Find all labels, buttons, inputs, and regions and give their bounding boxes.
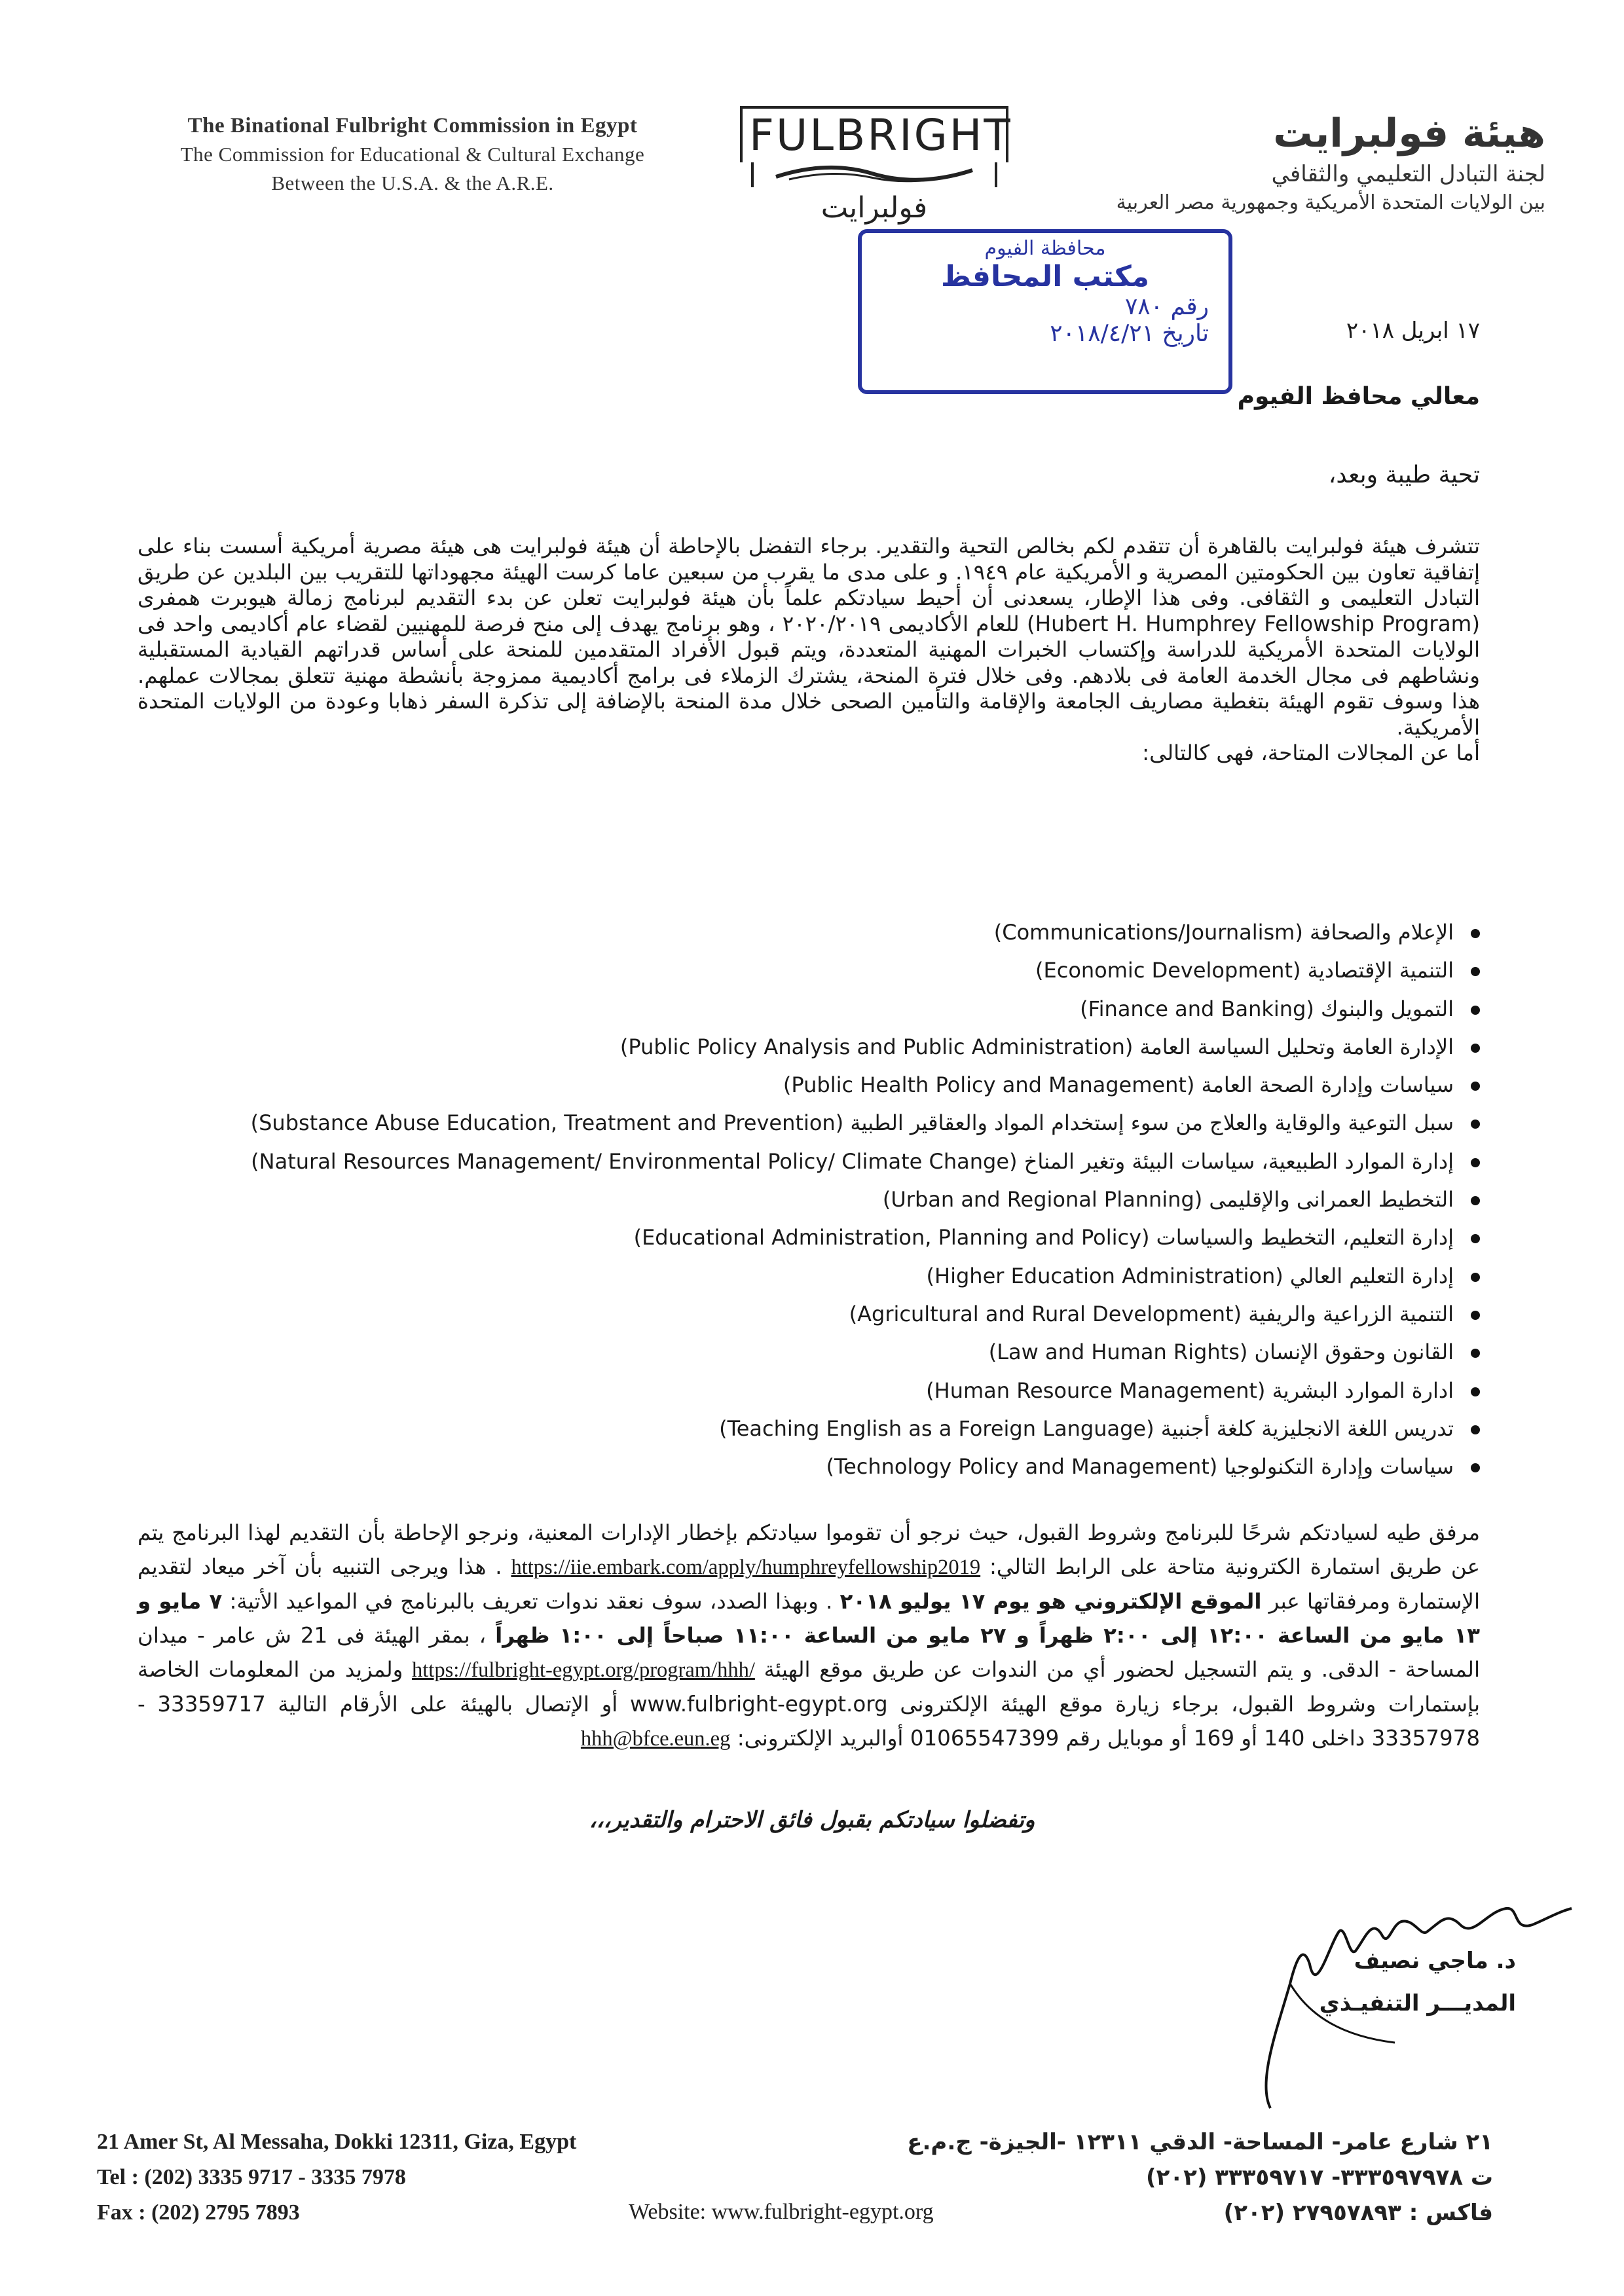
header-arabic [1022,108,1545,217]
field-label: إدارة التعليم، التخطيط والسياسات (Educational Administration, Planning and Policy) [633,1225,1454,1250]
bullet-icon [1471,929,1480,938]
footer-fax-en: Fax : (202) 2795 7893 [97,2200,300,2225]
commission-between-ar: بين الولايات المتحدة الأمريكية وجمهورية مصر العربية [1116,191,1545,214]
bullet-icon [1471,1044,1480,1053]
list-item [203,1218,1480,1256]
fields-intro: أما عن المجالات المتاحة، فهى كالتالى: [1142,740,1480,765]
letter-greeting: تحية طيبة وبعد، [1328,462,1480,488]
contact-email-link[interactable]: hhh@bfce.eun.eg [580,1727,731,1751]
list-item [203,1180,1480,1218]
deadline-text: الموقع الإلكتروني هو يوم ١٧ يوليو ٢٠١٨ [840,1589,1262,1614]
signer-title: المديـــر التنفيـذي [1319,1990,1516,2016]
details-text-d: ، بمقر الهيئة فى 21 ش عامر - ميدان المساحة - الدقى. و يتم التسجيل لحضور أي من الندوات عن طريق موقع الهيئة [138,1623,1480,1682]
field-label: سبل التوعية والوقاية والعلاج من سوء إستخدام المواد والعقاقير الطبية (Substance Abuse Education, Treatment and Prevention) [250,1110,1454,1136]
details-paragraph [138,1516,1480,1756]
field-label: سياسات وإدارة التكنولوجيا (Technology Policy and Management) [826,1454,1454,1480]
stamp-number: ٧٨٠ [1124,293,1163,320]
footer-tel-ar: ت ٣٣٣٥٩٧٩٧٨- ٣٣٣٥٩٧١٧ (٢٠٢) [1146,2164,1493,2191]
letter-date: ١٧ ابريل ٢٠١٨ [1346,318,1480,344]
stamp-date: ٢٠١٨/٤/٢١ [1050,320,1154,347]
stamp-number-row [862,293,1228,320]
stamp-date-label: تاريخ [1162,320,1209,347]
field-label: تدريس اللغة الانجليزية كلغة أجنبية (Teaching English as a Foreign Language) [719,1415,1454,1441]
field-label: التمويل والبنوك (Finance and Banking) [1080,996,1454,1021]
bullet-icon [1471,1349,1480,1358]
list-item [203,1066,1480,1104]
bullet-icon [1471,1463,1480,1472]
field-label: إدارة التعليم العالي (Higher Education Administration) [926,1263,1454,1288]
letter-addressee: معالي محافظ الفيوم [1237,383,1480,410]
list-item [203,1448,1480,1485]
intro-text: تتشرف هيئة فولبرايت بالقاهرة أن تتقدم لكم بخالص التحية والتقدير. برجاء التفضل بالإحاطة أن هيئة فولبرايت هى هيئة مصرية أمريكية أسست بناء على إتفاقية تعاون بين الحكومتين المصرية و الأمريكية عام ١٩٤٩. و على مدى ما يقرب من سبعين عاما كرست الهيئة مجهوداتها للتقريب بين البلدين عن طريق التبادل التعليمى و الثقافى. وفى هذا الإطار، يسعدنى أن أحيط سيادتكم علماً بأن هيئة فولبرايت تعلن عن بدء التقديم لبرنامج زمالة هيوبرت همفرى (Hubert H. Humphrey Fellowship Program) للعام الأكاديمى ٢٠٢٠/٢٠١٩ ، وهو برنامج يهدف إلى منح فرصة للمهنيين لقضاء عام أكاديمى واحد فى الولايات المتحدة الأمريكية للدراسة وإكتساب الخبرات المهنية المتعددة، ويتم قبول الأفراد المتقدمين للمنحة على أساس قدراتهم القيادية المستقبلية ونشاطهم فى مجال الخدمة العامة فى بلادهم. وفى خلال فترة المنحة، يشترك الزملاء فى برامج أكاديمية ممزوجة بأنشطة مهنية تتعلق بمجالات عملهم. هذا وسوف تقوم الهيئة بتغطية مصاريف الجامعة والإقامة والتأمين الصحى خلال مدة المنحة بالإضافة إلى تذكرة السفر ذهابا وعودة من الولايات المتحدة الأمريكية. [138,534,1481,740]
logo-wordmark: FULBRIGHT [740,106,1008,162]
list-item [203,1257,1480,1295]
field-label: الإعلام والصحافة (Communications/Journalism) [993,920,1454,945]
bullet-icon [1471,1387,1480,1396]
details-text-a: مرفق طيه لسيادتكم شرحًا للبرنامج وشروط القبول، حيث نرجو أن تقوموا سيادتكم بإخطار الإدارات المعنية، ونرجو الإحاطة بأن التقديم لهذا البرنامج يتم عن طريق استمارة الكترونية متاحة على الرابط التالي: [138,1520,1480,1579]
commission-subtitle-ar: لجنة التبادل التعليمي والثقافي [1271,161,1545,187]
stamp-date-row [862,320,1228,347]
field-label: التنمية الإقتصادية (Economic Development) [1035,958,1454,983]
commission-subtitle-en: The Commission for Educational & Cultural Exchange [180,143,645,166]
list-item [203,1410,1480,1448]
fulbright-logo [740,106,1012,225]
fields-list [203,913,1480,1485]
footer-fax-ar: فاكس : ٢٧٩٥٧٨٩٣ (٢٠٢) [1223,2200,1493,2226]
bullet-icon [1471,1273,1480,1282]
details-text-c: . وبهذا الصدد، سوف نعقد ندوات تعريف بالبرنامج في المواعيد الأتية: [229,1589,833,1614]
commission-name-ar: هيئة فولبرايت [1273,111,1545,156]
header-english [131,111,694,198]
list-item [203,1028,1480,1066]
footer-address-ar: ٢١ شارع عامر- المساحة- الدقي ١٢٣١١ -الجيزة- ج.م.ع [907,2129,1493,2155]
stamp-governorate: محافظة الفيوم [984,237,1106,260]
intro-paragraph [138,534,1480,767]
footer-tel-en: Tel : (202) 3335 9717 - 3335 7978 [97,2165,406,2189]
bullet-icon [1471,1311,1480,1320]
list-item [203,951,1480,989]
field-label: التنمية الزراعية والريفية (Agricultural and Rural Development) [849,1301,1454,1326]
bullet-icon [1471,1425,1480,1434]
commission-between-en: Between the U.S.A. & the A.R.E. [271,172,554,194]
field-label: القانون وحقوق الإنسان (Law and Human Rights) [988,1339,1454,1365]
bullet-icon [1471,1082,1480,1091]
details-text-e: ولمزيد من المعلومات الخاصة بإستمارات وشروط القبول، برجاء زيارة موقع الهيئة الإلكترونى www.fulbright-egypt.org أو الإتصال بالهيئة على الأرقام التالية 33359717 - 33357978 داخلى 140 أو 169 أو موبايل رقم 01065547399 أوالبريد الإلكترونى: [138,1657,1480,1751]
list-item [203,1104,1480,1142]
stamp-office: مكتب المحافظ [941,260,1149,293]
bullet-icon [1471,1158,1480,1167]
field-label: ادارة الموارد البشرية (Human Resource Management) [926,1377,1454,1403]
details-text-b: . هذا ويرجى التنبيه بأن آخر ميعاد لتقديم الإستمارة ومرفقاتها عبر [138,1554,1480,1614]
footer-arabic [907,2124,1493,2231]
signer-name: د. ماجي نصيف [1354,1948,1516,1974]
list-item [203,913,1480,951]
footer-address-en: 21 Amer St, Al Messaha, Dokki 12311, Giza, Egypt [97,2130,577,2154]
session-dates: ٧ مايو و ١٣ مايو من الساعة ١٢:٠٠ إلى ٢:٠٠ ظهراً و ٢٧ مايو من الساعة ١١:٠٠ صباحاً إلى ١:٠٠ ظهراً [138,1589,1481,1648]
field-label: سياسات وإدارة الصحة العامة (Public Health Policy and Management) [783,1072,1454,1098]
footer-website[interactable]: Website: www.fulbright-egypt.org [629,2200,934,2224]
list-item [203,1142,1480,1180]
bullet-icon [1471,967,1480,976]
field-label: الإدارة العامة وتحليل السياسة العامة (Public Policy Analysis and Public Administration) [619,1034,1454,1059]
governorate-stamp [858,229,1232,394]
bullet-icon [1471,1120,1480,1129]
bullet-icon [1471,1196,1480,1205]
footer-english [97,2124,576,2231]
commission-name-en: The Binational Fulbright Commission in Egypt [187,114,638,137]
application-link[interactable]: https://iie.embark.com/apply/humphreyfellowship2019 [511,1556,981,1579]
registration-link[interactable]: https://fulbright-egypt.org/program/hhh/ [412,1658,755,1682]
field-label: إدارة الموارد الطبيعية، سياسات البيئة وتغير المناخ (Natural Resources Management/ Environmental Policy/ Climate Change) [251,1148,1454,1174]
list-item [203,1295,1480,1333]
list-item [203,1372,1480,1410]
list-item [203,990,1480,1028]
closing-line: وتفضلوا سيادتكم بقبول فائق الاحترام والتقدير،،، [589,1807,1035,1833]
bullet-icon [1471,1234,1480,1243]
logo-arabic: فولبرايت [821,191,928,225]
field-label: التخطيط العمرانى والإقليمى (Urban and Regional Planning) [882,1187,1454,1212]
bullet-icon [1471,1006,1480,1015]
stamp-number-label: رقم [1170,293,1209,320]
list-item [203,1333,1480,1371]
logo-swoosh-icon [750,162,999,189]
